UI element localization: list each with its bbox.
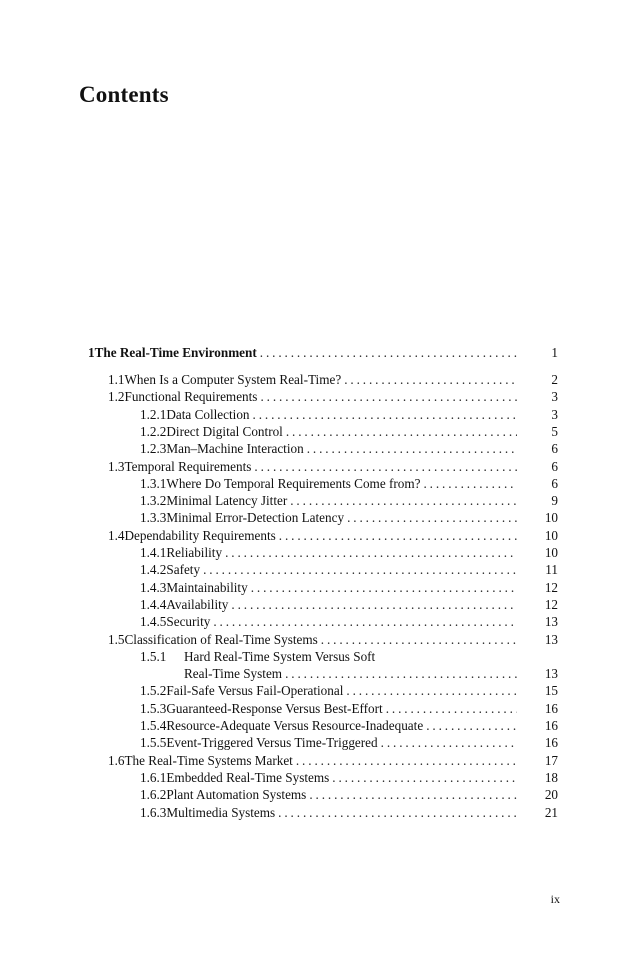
toc-entry-row[interactable]: [108, 752, 520, 769]
toc-entry-row[interactable]: [140, 717, 520, 734]
toc-entry-title-continuation: Real-Time System: [184, 666, 283, 682]
toc-entry-row[interactable]: [140, 423, 520, 440]
toc-entry-title: Availability: [166, 596, 229, 612]
toc-leader-dots: [344, 371, 517, 388]
toc-entry-number: 1.6: [108, 752, 125, 768]
toc-entry-row[interactable]: [140, 579, 520, 596]
toc-entry-title: Minimal Error-Detection Latency: [166, 510, 345, 526]
toc-entry-title: Data Collection: [166, 406, 250, 422]
toc-leader-dots: [278, 804, 517, 821]
page-number: ix: [550, 892, 560, 906]
toc-leader-dots: [321, 631, 517, 648]
toc-entry-title: Security: [166, 614, 211, 630]
toc-leader-dots: [231, 596, 517, 613]
toc-leader-dots: [213, 613, 517, 630]
toc-entry-number: 1.4.1: [140, 545, 167, 560]
toc-chapter-title: The Real-Time Environment: [94, 345, 257, 360]
toc-entry-title: Temporal Requirements: [124, 458, 252, 474]
toc-entry-row[interactable]: [108, 388, 520, 405]
toc-entry-number: 1.3.2: [140, 493, 167, 509]
toc-leader-dots: [225, 544, 517, 561]
toc-chapter-page: 1: [551, 345, 558, 360]
toc-entry-page: 3: [551, 406, 558, 422]
toc-entry-title: Guaranteed-Response Versus Best-Effort: [166, 700, 383, 716]
toc-entry-continuation-row[interactable]: [184, 665, 520, 682]
toc-entry-page: 12: [544, 579, 558, 595]
toc-entry-title: Functional Requirements: [124, 389, 258, 405]
toc-entry-number: 1.5.5: [140, 735, 167, 751]
toc-entry-row[interactable]: [140, 596, 520, 613]
toc-entry-number: 1.5.4: [140, 718, 167, 733]
toc-entry-row[interactable]: [140, 786, 520, 803]
toc-entry-title: Classification of Real-Time Systems: [124, 631, 318, 647]
toc-entry-row[interactable]: [140, 544, 520, 561]
toc-leader-dots: [285, 665, 517, 682]
toc-entry-title: Safety: [166, 562, 201, 578]
toc-chapter-row[interactable]: [88, 344, 520, 361]
toc-entry-number: 1.6.1: [140, 769, 167, 785]
toc-entry-row[interactable]: [108, 458, 520, 475]
toc-entry-number: 1.4.5: [140, 614, 167, 630]
toc-leader-dots: [286, 423, 517, 440]
toc-leader-dots: [260, 388, 517, 405]
toc-entry-title: Where Do Temporal Requirements Come from?: [166, 475, 421, 491]
toc-entry-page: 9: [551, 493, 558, 509]
toc-entry-page: 3: [551, 389, 558, 405]
toc-leader-dots: [253, 406, 517, 423]
toc-entry-title: Man–Machine Interaction: [166, 441, 304, 457]
toc-entry-number: 1.2: [108, 389, 125, 405]
toc-entry-page: 6: [551, 458, 558, 474]
toc-entry-page: 6: [551, 475, 558, 491]
toc-leader-dots: [332, 769, 517, 786]
toc-entry-row[interactable]: [140, 769, 520, 786]
toc-entry-page: 16: [544, 735, 558, 751]
toc-leader-dots: [203, 561, 517, 578]
toc-entry-number: 1.3.1: [140, 475, 167, 491]
toc-entry-title: Maintainability: [166, 579, 248, 595]
toc-entry-title: Multimedia Systems: [166, 804, 276, 820]
toc-entry-number: 1.1: [108, 372, 125, 387]
toc-entry-number: 1.4: [108, 527, 125, 543]
toc-entry-number: 1.5.2: [140, 683, 167, 699]
toc-entry-row[interactable]: [140, 509, 520, 526]
toc-entry-row[interactable]: [140, 406, 520, 423]
toc-entry-row[interactable]: [140, 475, 520, 492]
toc-entry-row[interactable]: [140, 804, 520, 821]
toc-entry-title: When Is a Computer System Real-Time?: [124, 372, 342, 387]
toc-entry-number: 1.4.3: [140, 579, 167, 595]
toc-leader-dots: [309, 786, 517, 803]
toc-entry-page: 10: [544, 527, 558, 543]
toc-entry-row[interactable]: [108, 527, 520, 544]
toc-entry-page: 15: [544, 683, 558, 699]
toc-leader-dots: [307, 440, 517, 457]
toc-entry-number: 1.4.2: [140, 562, 167, 578]
toc-entry-page: 13: [544, 666, 558, 682]
toc-entry-row[interactable]: [140, 648, 520, 665]
toc-leader-dots: [347, 509, 517, 526]
toc-entry-title: Minimal Latency Jitter: [166, 493, 288, 509]
toc-entry-number: 1.3: [108, 458, 125, 474]
toc-entry-row[interactable]: [108, 371, 520, 388]
toc-chapter-number: 1: [88, 345, 95, 360]
toc-entry-number: 1.6.2: [140, 787, 167, 803]
toc-leader-dots: [426, 717, 517, 734]
toc-entry-page: 21: [544, 804, 558, 820]
toc-entry-title: Embedded Real-Time Systems: [166, 769, 330, 785]
toc-entry-number: 1.2.2: [140, 423, 167, 439]
toc-entry-number: 1.6.3: [140, 804, 167, 820]
toc-entry-page: 11: [545, 562, 558, 578]
toc-entry-row[interactable]: [140, 561, 520, 578]
toc-entry-row[interactable]: [140, 700, 520, 717]
toc-entry-number: 1.3.3: [140, 510, 167, 526]
toc-entry-title: The Real-Time Systems Market: [124, 752, 293, 768]
toc-leader-dots: [279, 527, 517, 544]
toc-entry-row[interactable]: [140, 440, 520, 457]
toc-leader-dots: [290, 492, 517, 509]
toc-entry-title: Hard Real-Time System Versus Soft: [184, 648, 376, 664]
toc-entry-title: Fail-Safe Versus Fail-Operational: [166, 683, 344, 699]
toc-leader-dots: [296, 752, 517, 769]
toc-entry-page: 13: [544, 614, 558, 630]
toc-entry-row[interactable]: [108, 631, 520, 648]
toc-entry-row[interactable]: [140, 734, 520, 751]
toc-entry-page: 16: [544, 718, 558, 733]
toc-leader-dots: [423, 475, 517, 492]
toc-entry-title: Reliability: [166, 545, 223, 560]
toc-entry-page: 2: [551, 372, 558, 387]
toc-entry-page: 5: [551, 423, 558, 439]
toc-entry-title: Dependability Requirements: [124, 527, 276, 543]
page-title: Contents: [79, 82, 169, 107]
toc-entry-number: 1.4.4: [140, 596, 167, 612]
toc-entry-title: Plant Automation Systems: [166, 787, 307, 803]
toc-entry-title: Direct Digital Control: [166, 423, 283, 439]
toc-entry-page: 20: [544, 787, 558, 803]
toc-entry-row[interactable]: [140, 613, 520, 630]
toc-entry-page: 16: [544, 700, 558, 716]
toc-entry-title: Event-Triggered Versus Time-Triggered: [166, 735, 378, 751]
toc-leader-dots: [386, 700, 517, 717]
toc-entry-number: 1.2.1: [140, 406, 167, 422]
toc-entry-row[interactable]: [140, 682, 520, 699]
toc-leader-dots: [381, 734, 517, 751]
toc-entry-page: 13: [544, 631, 558, 647]
toc-leader-dots: [260, 344, 517, 361]
toc-entry-page: 6: [551, 441, 558, 457]
toc-entry-page: 18: [544, 769, 558, 785]
toc-entry-page: 10: [544, 545, 558, 560]
toc-leader-dots: [251, 579, 517, 596]
toc-entry-page: 12: [544, 596, 558, 612]
toc-leader-dots: [254, 458, 517, 475]
toc-entry-row[interactable]: [140, 492, 520, 509]
toc-entry-title: Resource-Adequate Versus Resource-Inadequate: [166, 718, 424, 733]
toc-leader-dots: [346, 682, 517, 699]
toc-entry-number: 1.5.1: [140, 648, 167, 664]
toc-entry-number: 1.5: [108, 631, 125, 647]
toc-entry-page: 17: [544, 752, 558, 768]
toc-entry-number: 1.5.3: [140, 700, 167, 716]
toc-entry-page: 10: [544, 510, 558, 526]
toc-entry-number: 1.2.3: [140, 441, 167, 457]
